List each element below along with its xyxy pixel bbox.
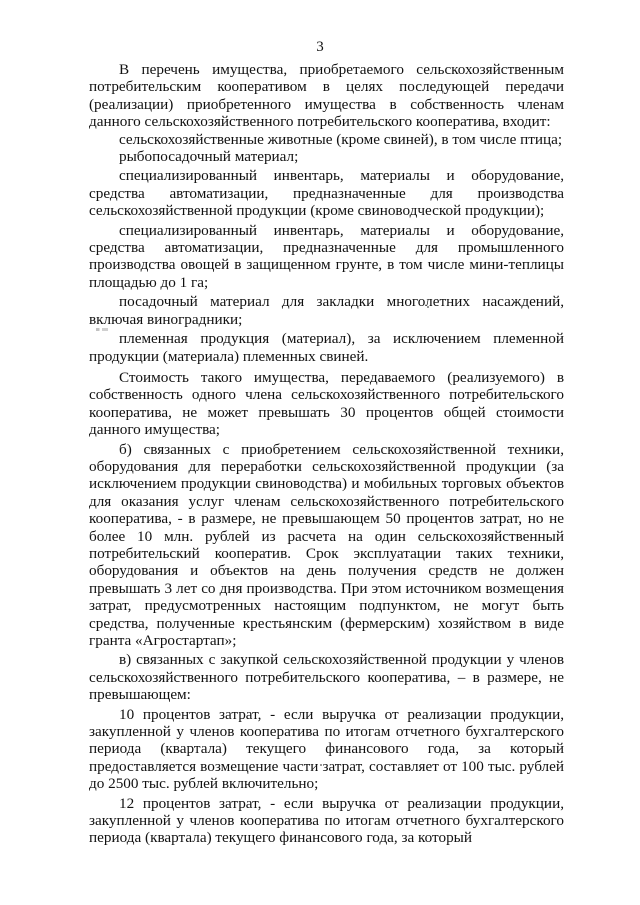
list-item-breeding-products: племенная продукция (материал), за исключением племенной продукции (материала) племенных свиней. — [89, 330, 564, 365]
list-item-livestock: сельскохозяйственные животные (кроме свиней), в том числе птица; — [119, 130, 563, 148]
page-number: 3 — [316, 39, 324, 55]
paragraph-ten-percent: 10 процентов затрат, - если выручка от реализации продукции, закупленной у членов кооператива по итогам отчетного бухгалтерского периода (квартала) текущего финансового года, за который предоставляется возмещение части затрат, составляет от 100 тыс. рублей до 2500 тыс. рублей включительно; — [89, 705, 564, 793]
paragraph-clause-b: б) связанных с приобретением сельскохозяйственной техники, оборудования для переработки сельскохозяйственной продукции (за исключением продукции свиноводства) и мобильных торговых объектов для оказания услуг членам сельскохозяйственного потребительского кооператива, - в размере, не превышающем 50 процентов затрат, но не более 10 млн. рублей из расчета на один сельскохозяйственный потребительский кооператив. Срок эксплуатации таких техники, оборудования и объектов на день получения средств не должен превышать 3 лет со дня производства. При этом источником возмещения затрат, предусмотренных настоящим подпунктом, не могут быть средства, полученные крестьянским (фермерским) хозяйством в виде гранта «Агростартап»; — [89, 440, 564, 649]
document-body — [89, 61, 564, 847]
paragraph-twelve-percent: 12 процентов затрат, - если выручка от реализации продукции, закупленной у членов кооператива по итогам отчетного бухгалтерского периода (квартала) текущего финансового года, за который — [89, 794, 564, 847]
list-item-planting-material: посадочный материал для закладки многолетних насаждений, включая виноградники; — [89, 293, 564, 328]
paragraph-property-limit: Стоимость такого имущества, передаваемого (реализуемого) в собственность одного члена сельскохозяйственного потребительского кооператива, не может превышать 30 процентов общей стоимости данного имущества; — [89, 368, 564, 439]
paragraph-clause-v: в) связанных с закупкой сельскохозяйственной продукции у членов сельскохозяйственного потребительского кооператива, – в размере, не превышающем: — [89, 651, 564, 704]
list-item-equipment-greenhouse: специализированный инвентарь, материалы и оборудование, средства автоматизации, предназначенные для промышленного производства овощей в защищенном грунте, в том числе мини-теплицы площадью до 1 га; — [89, 221, 564, 291]
list-item-equipment-production: специализированный инвентарь, материалы и оборудование, средства автоматизации, предназначенные для производства сельскохозяйственной продукции (кроме свиноводческой продукции); — [89, 167, 564, 220]
paragraph-intro: В перечень имущества, приобретаемого сельскохозяйственным потребительским кооперативом в целях последующей передачи (реализации) приобретенного имущества в собственность членам данного сельскохозяйственного потребительского кооператива, входит: — [89, 61, 564, 131]
list-item-fish-stock: рыбопосадочный материал; — [119, 148, 299, 166]
